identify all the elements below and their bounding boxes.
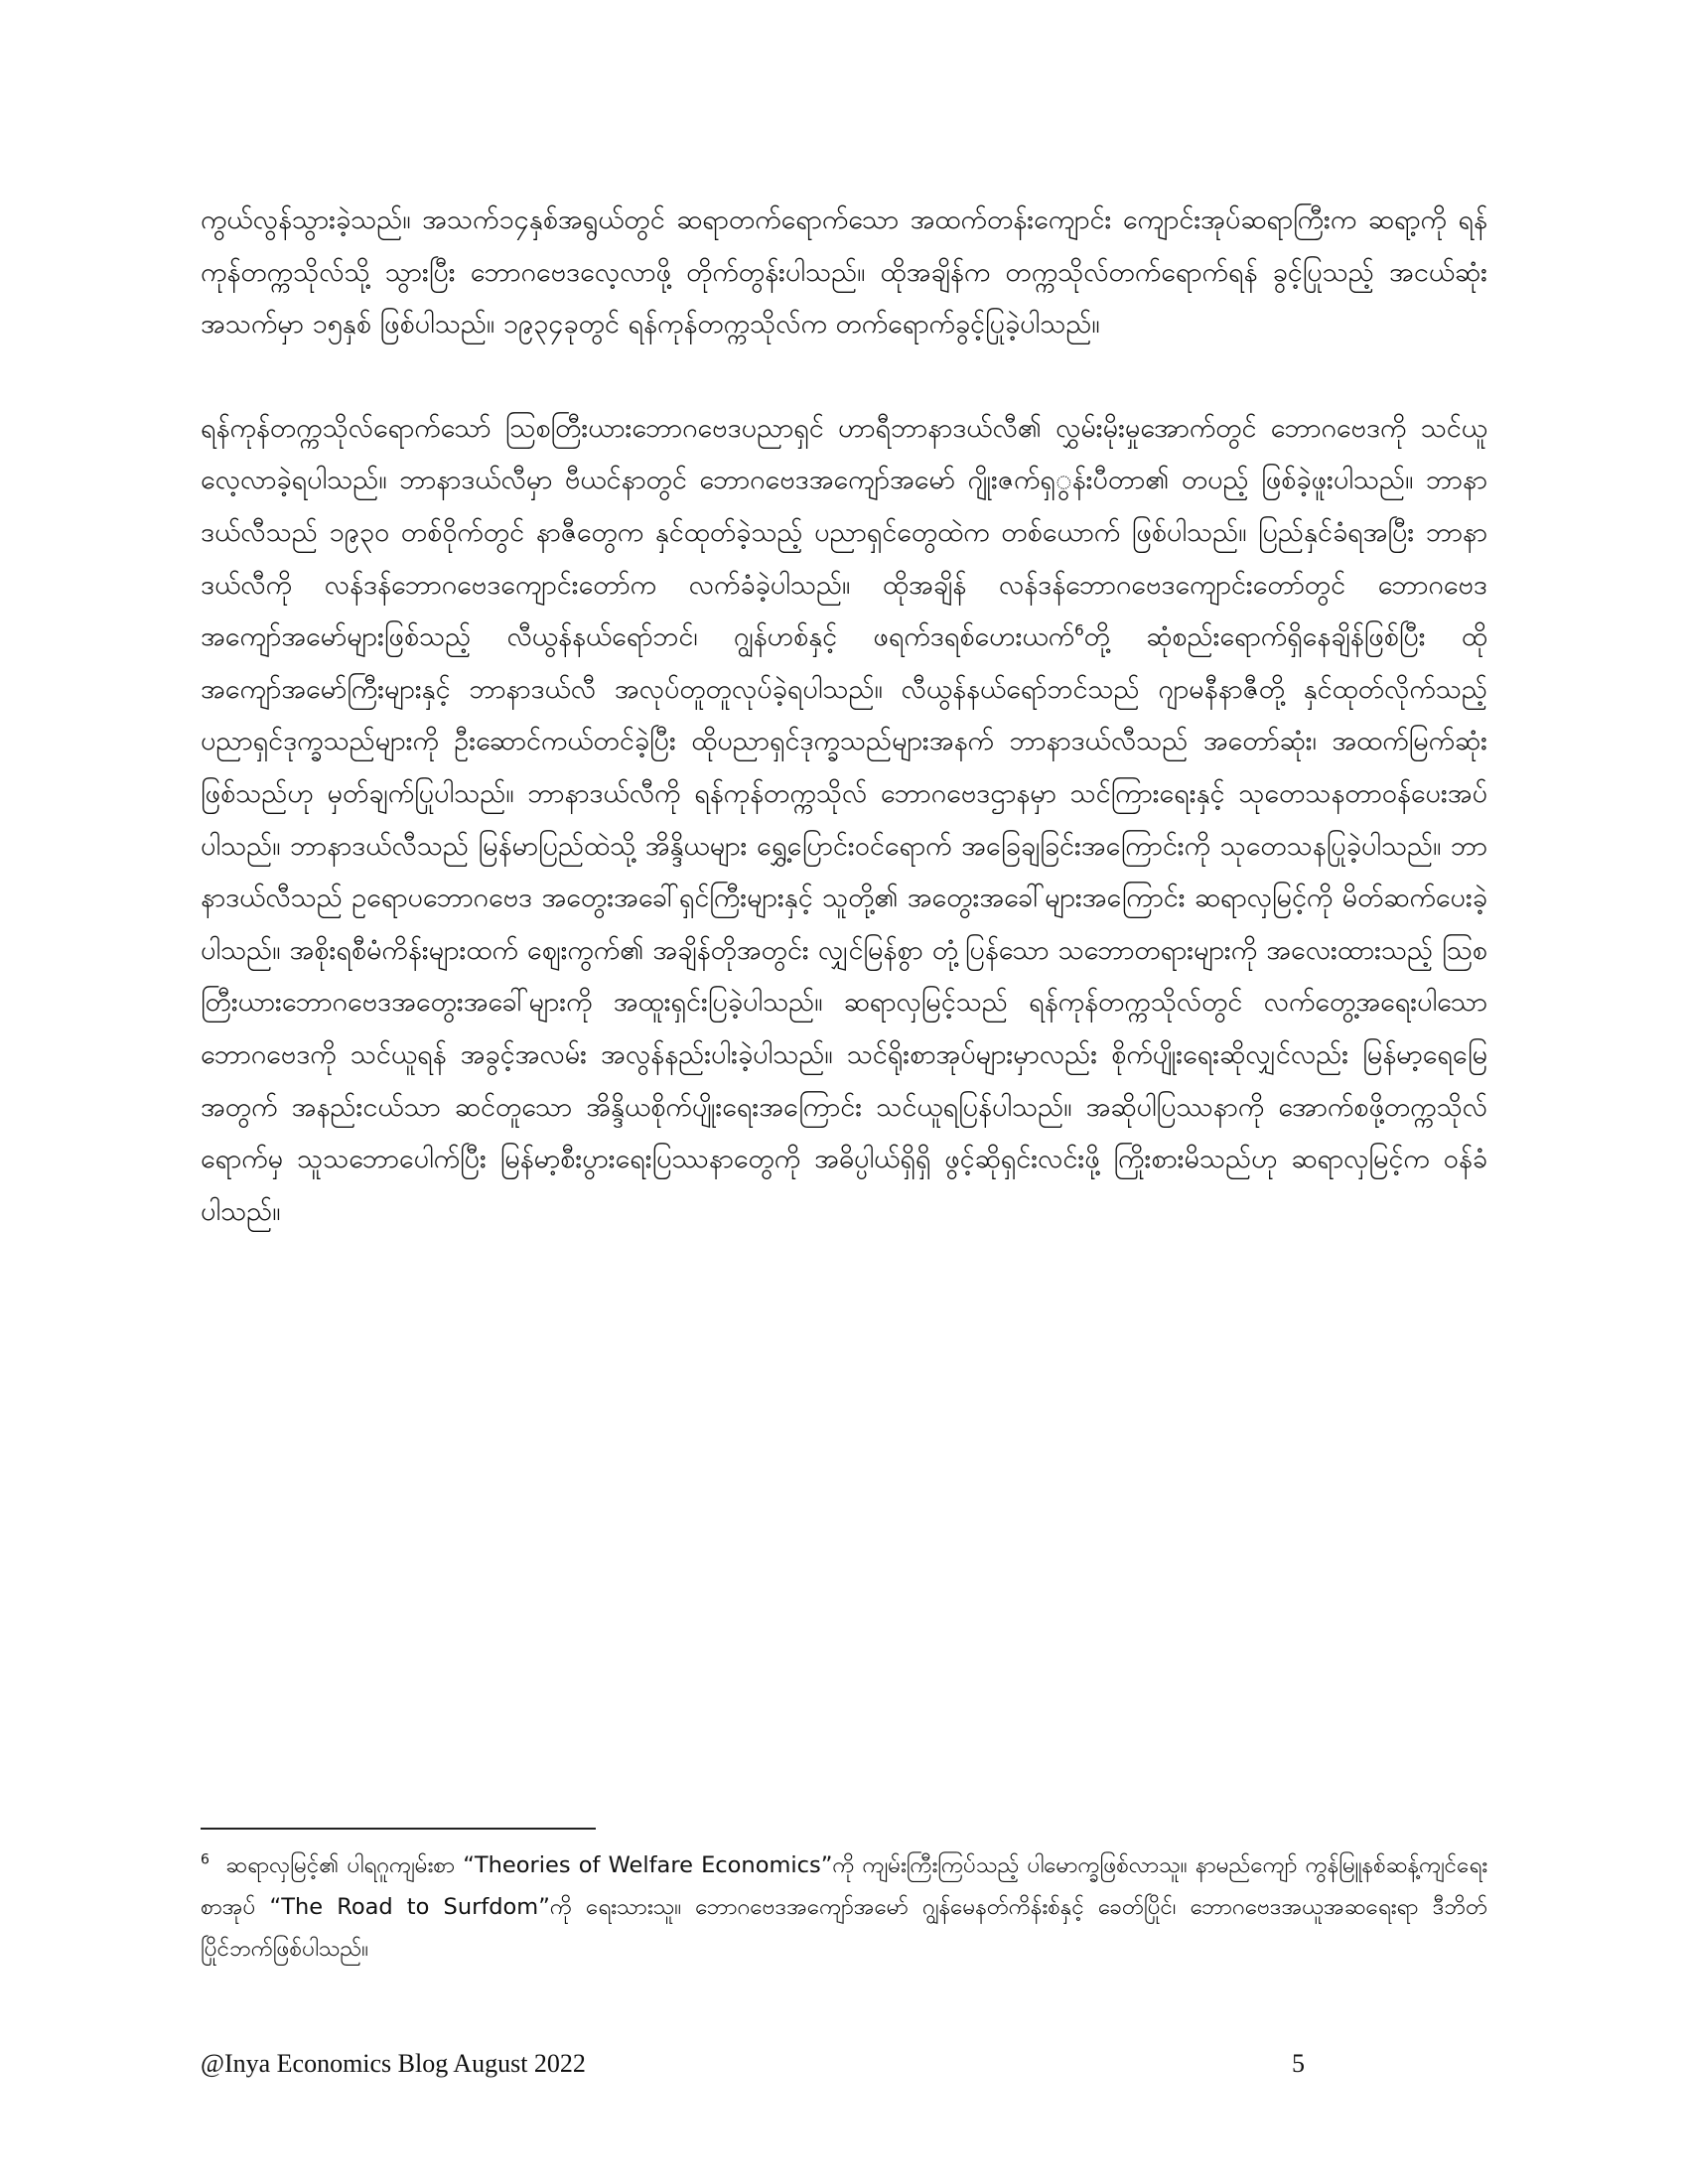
footnote-reference[interactable]: 6 [1074, 621, 1084, 640]
footnote-separator [201, 1828, 596, 1830]
paragraph-2-text: ရန်ကုန်တက္ကသိုလ်ရောက်သော် ဩစတြီးယားဘောဂဗေဒပညာရှင် ဟာရီဘာနာဒယ်လီ၏ လွှမ်းမိုးမှုအောက်တွင် ဘောဂဗေဒကို သင်ယူလေ့လာခဲ့ရပါသည်။ ဘာနာဒယ်လီမှာ ဗီယင်နာတွင် ဘောဂဗေဒအကျော်အမော် ဂျိုးဇက်ရှွန်းပီတာ၏ တပည့် ဖြစ်ခဲ့ဖူးပါသည်။ ဘာနာဒယ်လီသည် ၁၉၃၀ တစ်ဝိုက်တွင် နာဇီတွေက နှင်ထုတ်ခဲ့သည့် ပညာရှင်တွေထဲက တစ်ယောက် ဖြစ်ပါသည်။ ပြည်နှင်ခံရအပြီး ဘာနာဒယ်လီကို လန်ဒန်ဘောဂဗေဒကျောင်းတော်က လက်ခံခဲ့ပါသည်။ ထိုအချိန် လန်ဒန်ဘောဂဗေဒကျောင်းတော်တွင် ဘောဂဗေဒအကျော်အမော်များဖြစ်သည့် လီယွန်နယ်ရော်ဘင်၊ ဂျွန်ဟစ်နှင့် ဖရက်ဒရစ်ဟေးယက် [201, 412, 1487, 653]
footnote-marker: 6 [201, 1851, 210, 1868]
paragraph-1: ကွယ်လွန်သွားခဲ့သည်။ အသက်၁၄နှစ်အရွယ်တွင် ဆရာတက်ရောက်သော အထက်တန်းကျောင်း ကျောင်းအုပ်ဆရာကြီးက ဆရာ့ကို ရန်ကုန်တက္ကသိုလ်သို့ သွားပြီး ဘောဂဗေဒလေ့လာဖို့ တိုက်တွန်းပါသည်။ ထိုအချိန်က တက္ကသိုလ်တက်ရောက်ရန် ခွင့်ပြုသည့် အငယ်ဆုံးအသက်မှာ ၁၅နှစ် ဖြစ်ပါသည်။ ၁၉၃၄ခုတွင် ရန်ကုန်တက္ကသိုလ်က တက်ရောက်ခွင့်ပြုခဲ့ပါသည်။ [201, 205, 1487, 341]
body-text [201, 195, 1487, 1238]
page-number: 5 [1292, 2049, 1305, 2078]
footnote [201, 1844, 1487, 1970]
paragraph-2-continuation: တို့ ဆုံစည်းရောက်ရှိနေချိန်ဖြစ်ပြီး ထိုအကျော်အမော်ကြီးများနှင့် ဘာနာဒယ်လီ အလုပ်တူတူလုပ်ခဲ့ရပါသည်။ လီယွန်နယ်ရော်ဘင်သည် ဂျာမနီနာဇီတို့ နှင်ထုတ်လိုက်သည့် ပညာရှင်ဒုက္ခသည်များကို ဦးဆောင်ကယ်တင်ခဲ့ပြီး ထိုပညာရှင်ဒုက္ခသည်များအနက် ဘာနာဒယ်လီသည် အတော်ဆုံး၊ အထက်မြက်ဆုံး ဖြစ်သည်ဟု မှတ်ချက်ပြုပါသည်။ ဘာနာဒယ်လီကို ရန်ကုန်တက္ကသိုလ် ဘောဂဗေဒဌာနမှာ သင်ကြားရေးနှင့် သုတေသနတာဝန်ပေးအပ်ပါသည်။ ဘာနာဒယ်လီသည် မြန်မာပြည်ထဲသို့ အိန္ဒိယများ ရွှေ့ပြောင်းဝင်ရောက် အခြေချခြင်းအကြောင်းကို သုတေသနပြုခဲ့ပါသည်။ ဘာနာဒယ်လီသည် ဥရောပဘောဂဗေဒ အတွေးအခေါ်ရှင်ကြီးများနှင့် သူတို့၏ အတွေးအခေါ်များအကြောင်း ဆရာလှမြင့်ကို မိတ်ဆက်ပေးခဲ့ပါသည်။ အစိုးရစီမံကိန်းများထက် ဈေးကွက်၏ အချိန်တိုအတွင်း လျှင်မြန်စွာ တုံ့ပြန်သော သဘောတရားများကို အလေးထားသည့် ဩစတြီးယားဘောဂဗေဒအတွေးအခေါ်များကို အထူးရှင်းပြခဲ့ပါသည်။ ဆရာလှမြင့်သည် ရန်ကုန်တက္ကသိုလ်တွင် လက်တွေ့အရေးပါသော ဘောဂဗေဒကို သင်ယူရန် အခွင့်အလမ်း အလွန်နည်းပါးခဲ့ပါသည်။ သင်ရိုးစာအုပ်များမှာလည်း စိုက်ပျိုးရေးဆိုလျှင်လည်း မြန်မာ့ရေမြေအတွက် အနည်းငယ်သာ ဆင်တူသော အိန္ဒိယစိုက်ပျိုးရေးအကြောင်း သင်ယူရပြန်ပါသည်။ အဆိုပါပြဿနာကို အောက်စဖို့တက္ကသိုလ်ရောက်မှ သူသဘောပေါက်ပြီး မြန်မာ့စီးပွားရေးပြဿနာတွေကို အဓိပ္ပါယ်ရှိရှိ ဖွင့်ဆိုရှင်းလင်းဖို့ ကြိုးစားမိသည်ဟု ဆရာလှမြင့်က ဝန်ခံပါသည်။ [201, 621, 1488, 1227]
footnote-text: ဆရာလှမြင့်၏ ပါရဂူကျမ်းစာ “Theories of Welfare Economics”ကို ကျမ်းကြီးကြပ်သည့် ပါမောက္ခဖြစ်လာသူ။ နာမည်ကျော် ကွန်မြူနစ်ဆန့်ကျင်ရေး စာအုပ် “The Road to Surfdom”ကို ရေးသားသူ။ ဘောဂဗေဒအကျော်အမော် ဂျွန်မေနတ်ကိန်းစ်နှင့် ခေတ်ပြိုင်၊ ဘောဂဗေဒအယူအဆရေးရာ ဒီဘိတ်ပြိုင်ဘက်ဖြစ်ပါသည်။ [201, 1852, 1487, 1962]
footer-blog-credit: @Inya Economics Blog August 2022 [201, 2049, 586, 2078]
page-footer [201, 2047, 1305, 2081]
paragraph-2 [201, 403, 1487, 1239]
